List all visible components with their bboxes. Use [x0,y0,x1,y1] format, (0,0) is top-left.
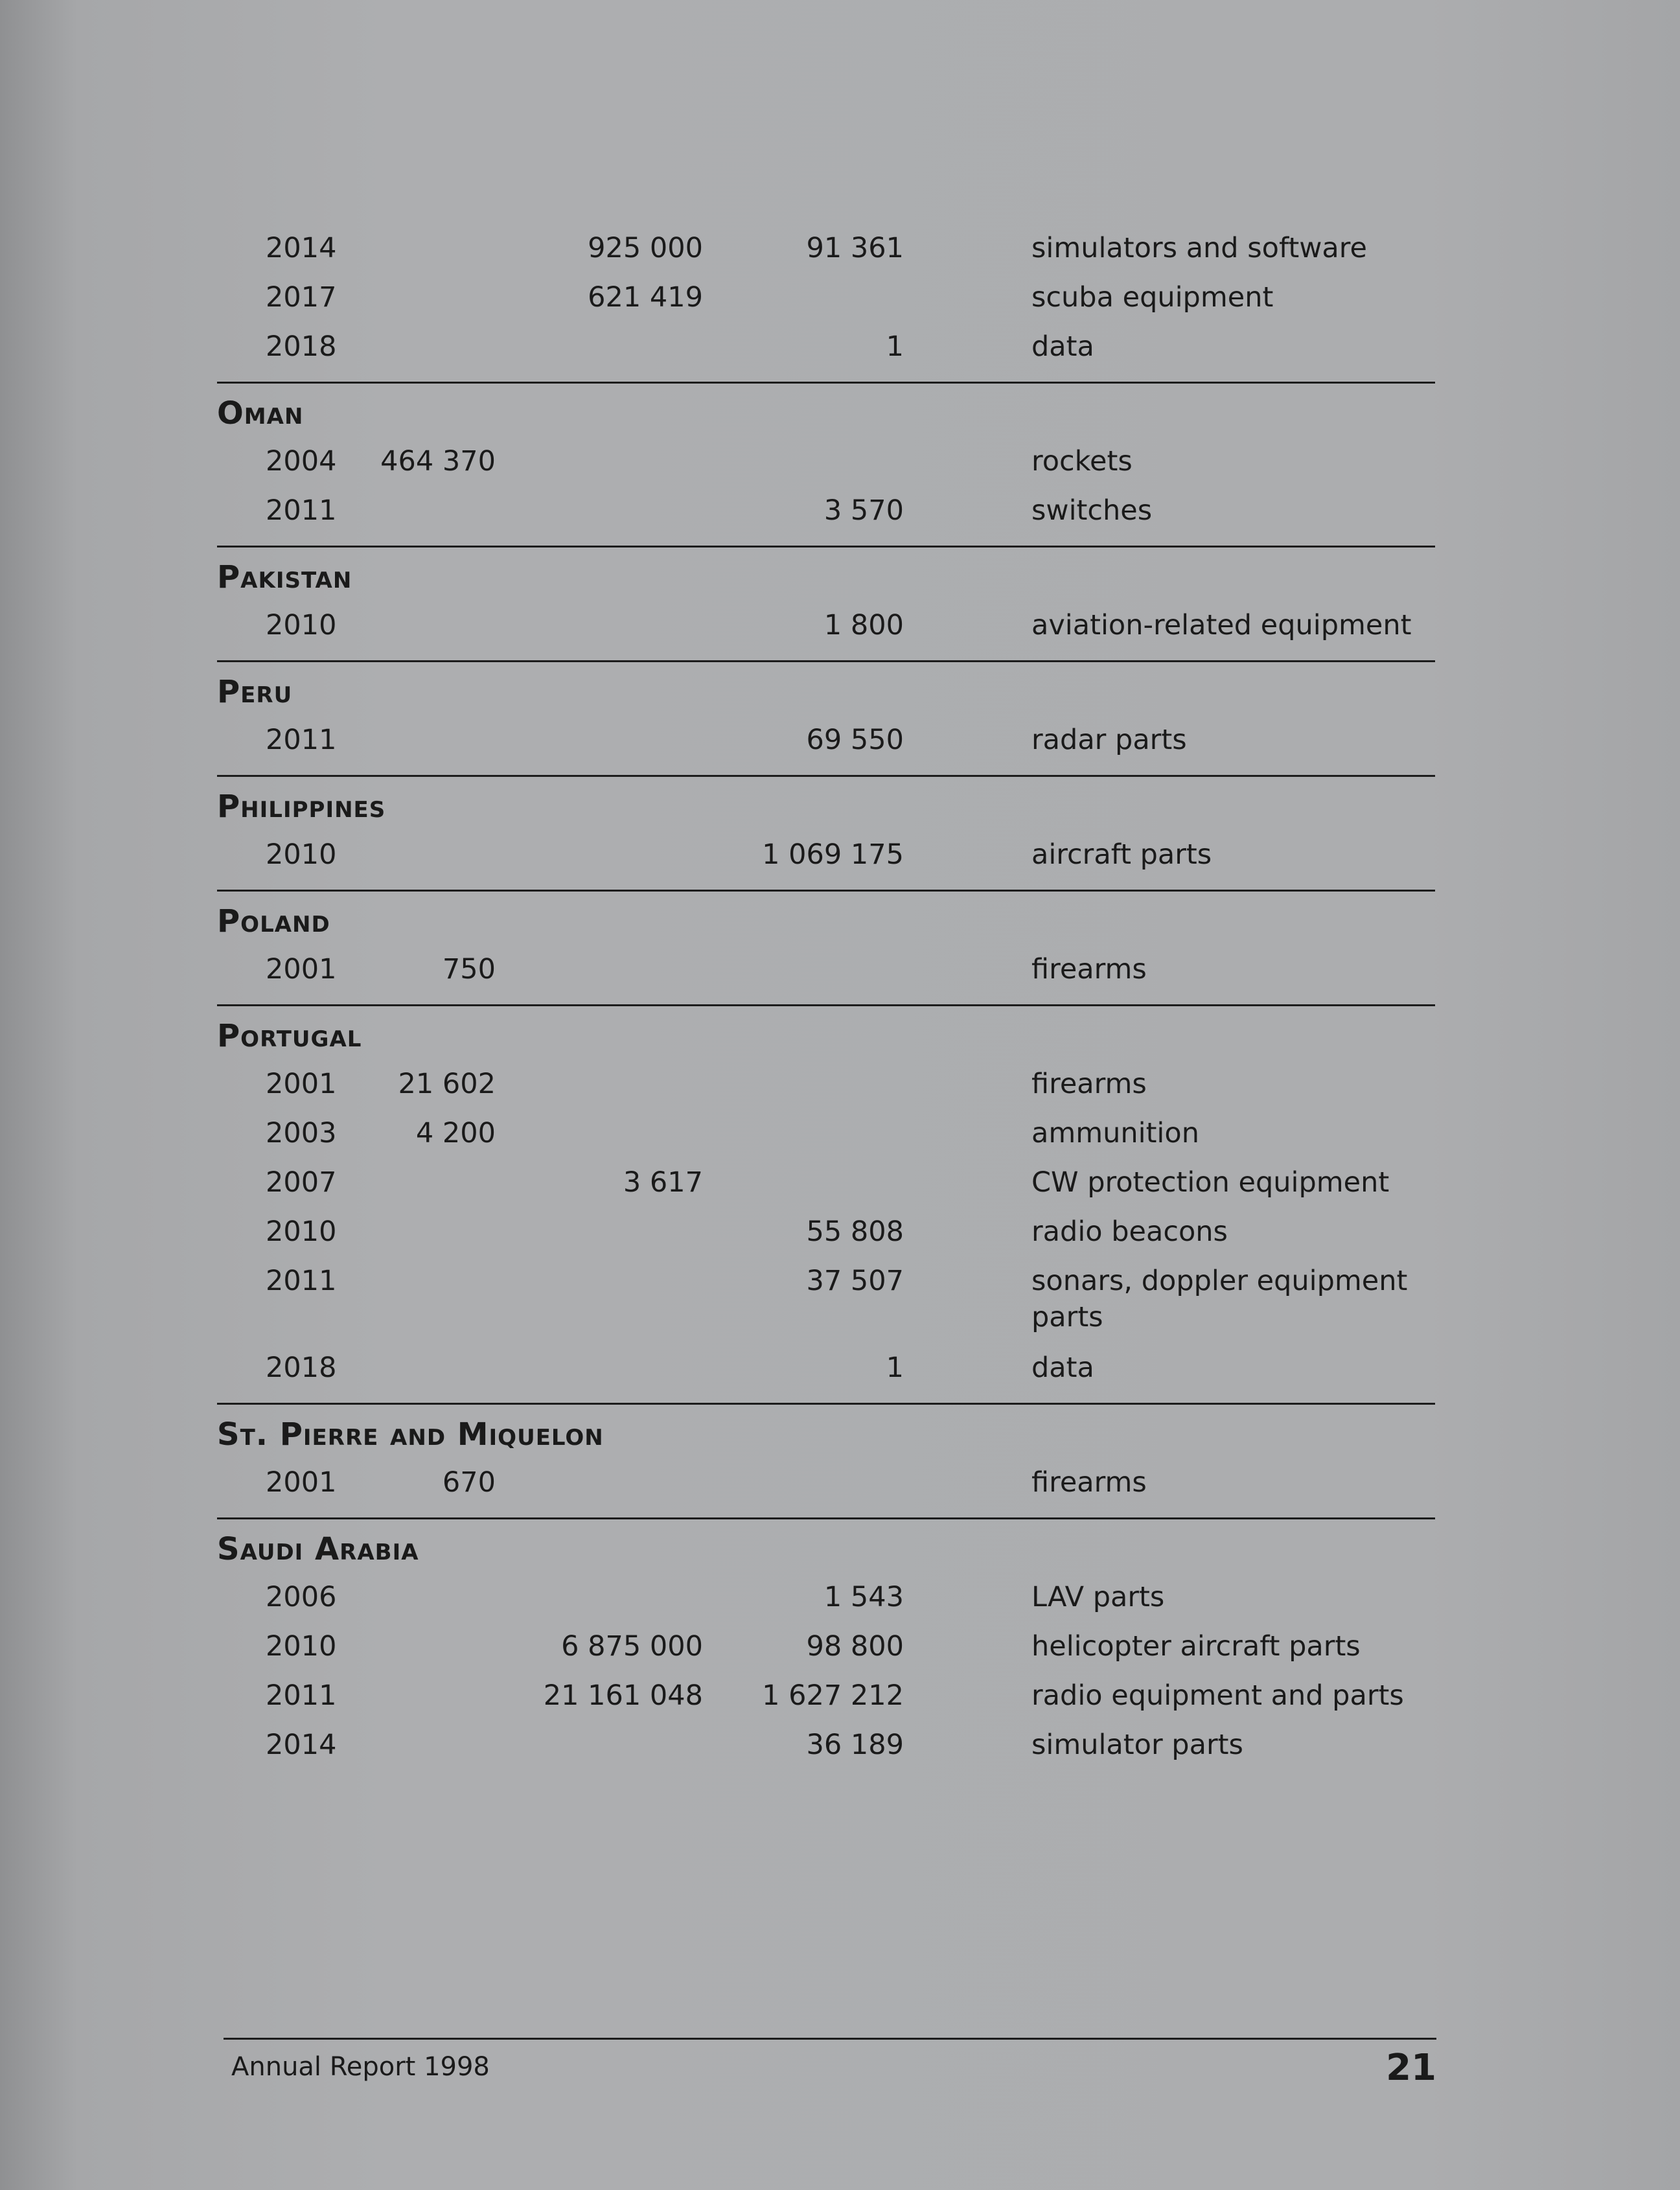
value-col3-cell: 3 570 [823,494,904,527]
table-row [217,601,1435,650]
year-cell: 2001 [266,1068,337,1100]
year-cell: 2001 [266,1466,337,1499]
description-cell: firearms [1031,953,1147,986]
description-cell: aircraft parts [1031,838,1212,871]
year-cell: 2003 [266,1117,337,1149]
year-cell: 2010 [266,838,337,871]
description-cell: simulators and software [1031,232,1367,264]
year-cell: 2011 [266,1265,337,1297]
value-col3-cell: 91 361 [806,232,904,264]
country-heading: Oman [217,395,304,432]
value-col2-cell: 925 000 [588,232,703,264]
value-col1-cell: 750 [442,953,496,986]
year-cell: 2007 [266,1166,337,1199]
value-col3-cell: 1 627 212 [762,1679,904,1712]
description-cell: sonars, doppler equipment parts [1031,1265,1408,1333]
value-col1-cell: 4 200 [415,1117,496,1149]
value-col3-cell: 37 507 [806,1265,904,1297]
description-cell: LAV parts [1031,1581,1165,1613]
year-cell: 2011 [266,1679,337,1712]
table-row [217,1158,1435,1207]
description-cell: data [1031,330,1094,363]
value-col3-cell: 36 189 [806,1729,904,1761]
table-row [217,437,1435,486]
section-divider [217,660,1435,662]
table-row [217,1343,1435,1392]
footer-title: Annual Report 1998 [231,2052,490,2082]
year-cell: 2010 [266,609,337,641]
table-row [217,1109,1435,1158]
table-row [217,1622,1435,1671]
value-col3-cell: 1 543 [823,1581,904,1613]
description-cell: simulator parts [1031,1729,1243,1761]
value-col2-cell: 3 617 [623,1166,703,1199]
country-heading: Saudi Arabia [217,1531,419,1567]
year-cell: 2001 [266,953,337,986]
value-col3-cell: 1 069 175 [762,838,904,871]
year-cell: 2018 [266,330,337,363]
value-col1-cell: 21 602 [398,1068,496,1100]
value-col2-cell: 621 419 [588,281,703,314]
value-col3-cell: 1 [886,1352,904,1384]
description-cell: data [1031,1352,1094,1384]
country-heading: St. Pierre and Miquelon [217,1416,604,1453]
description-cell: firearms [1031,1068,1147,1100]
table-row [217,945,1435,994]
table-row [217,1256,1435,1343]
country-heading: Peru [217,674,293,710]
value-col3-cell: 98 800 [806,1630,904,1663]
country-heading: Pakistan [217,559,352,595]
description-cell: CW protection equipment [1031,1166,1390,1199]
table-row [217,830,1435,879]
value-col2-cell: 6 875 000 [561,1630,703,1663]
table-row [217,1458,1435,1507]
table-row [217,273,1435,322]
section-divider [217,382,1435,384]
table-row [217,1207,1435,1256]
footer-rule [224,2038,1436,2040]
table-row [217,1059,1435,1109]
description-cell: radar parts [1031,724,1187,756]
value-col1-cell: 464 370 [380,445,496,478]
year-cell: 2011 [266,724,337,756]
table-row [217,1671,1435,1720]
export-table [217,224,1435,1769]
description-cell: radio equipment and parts [1031,1679,1404,1712]
table-row [217,224,1435,273]
country-heading: Philippines [217,789,386,825]
year-cell: 2006 [266,1581,337,1613]
section-divider [217,546,1435,548]
year-cell: 2018 [266,1352,337,1384]
value-col3-cell: 55 808 [806,1216,904,1248]
year-cell: 2004 [266,445,337,478]
description-cell: firearms [1031,1466,1147,1499]
section-divider [217,775,1435,777]
country-heading: Poland [217,903,330,939]
value-col1-cell: 670 [442,1466,496,1499]
section-divider [217,890,1435,892]
table-row [217,322,1435,371]
section-divider [217,1517,1435,1519]
description-cell: switches [1031,494,1153,527]
table-row [217,486,1435,535]
year-cell: 2010 [266,1216,337,1248]
description-cell: rockets [1031,445,1133,478]
year-cell: 2017 [266,281,337,314]
year-cell: 2010 [266,1630,337,1663]
page-number: 21 [1386,2047,1436,2089]
value-col3-cell: 1 800 [823,609,904,641]
description-cell: helicopter aircraft parts [1031,1630,1361,1663]
description-cell: scuba equipment [1031,281,1274,314]
year-cell: 2011 [266,494,337,527]
year-cell: 2014 [266,1729,337,1761]
description-cell: aviation-related equipment [1031,609,1412,641]
table-row [217,715,1435,765]
value-col3-cell: 69 550 [806,724,904,756]
description-cell: radio beacons [1031,1216,1228,1248]
page-footer [224,2038,1436,2089]
section-divider [217,1004,1435,1006]
value-col2-cell: 21 161 048 [543,1679,703,1712]
country-heading: Portugal [217,1018,362,1054]
description-cell: ammunition [1031,1117,1199,1149]
value-col3-cell: 1 [886,330,904,363]
table-row [217,1573,1435,1622]
table-row [217,1720,1435,1769]
year-cell: 2014 [266,232,337,264]
section-divider [217,1403,1435,1405]
